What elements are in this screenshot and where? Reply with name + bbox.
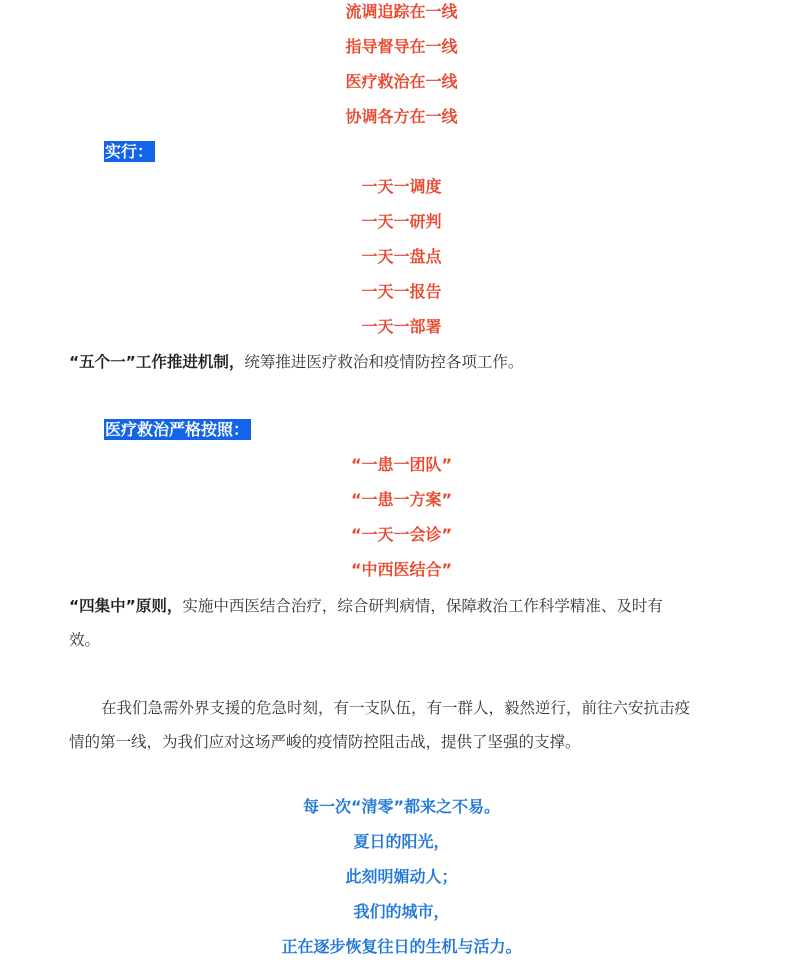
closing-line: 我们的城市， (353, 902, 450, 921)
implement-summary-text: 统筹推进医疗救治和疫情防控各项工作。 (244, 353, 524, 371)
treatment-heading: 医疗救治严格按照： (105, 420, 250, 439)
treatment-item: “一患一团队” (350, 455, 453, 474)
closing-line: 夏日的阳光， (353, 832, 450, 851)
implement-heading: 实行： (105, 142, 154, 161)
treatment-item: “中西医结合” (350, 560, 453, 579)
support-paragraph-line2: 情的第一线，为我们应对这场严峻的疫情防控阻击战，提供了坚强的支撑。 (69, 733, 581, 751)
closing-line: 每一次“清零”都来之不易。 (302, 797, 501, 816)
implement-item: 一天一调度 (361, 177, 442, 196)
frontline-item: 协调各方在一线 (345, 107, 458, 126)
implement-summary-bold: “五个一”工作推进机制， (69, 353, 245, 371)
closing-line: 正在逐步恢复往日的生机与活力。 (281, 937, 522, 956)
treatment-summary-line2: 效。 (69, 631, 101, 649)
closing-line: 此刻明媚动人； (345, 867, 458, 886)
treatment-summary-line1 (69, 594, 749, 618)
implement-item: 一天一报告 (361, 282, 442, 301)
frontline-item: 医疗救治在一线 (345, 72, 458, 91)
frontline-item: 流调追踪在一线 (345, 2, 458, 21)
implement-item: 一天一部署 (361, 317, 442, 336)
implement-item: 一天一盘点 (361, 247, 442, 266)
treatment-summary-bold: “四集中”原则， (69, 597, 183, 615)
frontline-item: 指导督导在一线 (345, 37, 458, 56)
implement-summary (69, 350, 749, 374)
treatment-item: “一天一会诊” (350, 525, 453, 544)
treatment-summary-text: 实施中西医结合治疗，综合研判病情，保障救治工作科学精准、及时有 (182, 597, 663, 615)
support-paragraph-line1: 在我们急需外界支援的危急时刻，有一支队伍，有一群人，毅然逆行，前往六安抗击疫 (101, 699, 691, 717)
treatment-item: “一患一方案” (350, 490, 453, 509)
implement-item: 一天一研判 (361, 212, 442, 231)
